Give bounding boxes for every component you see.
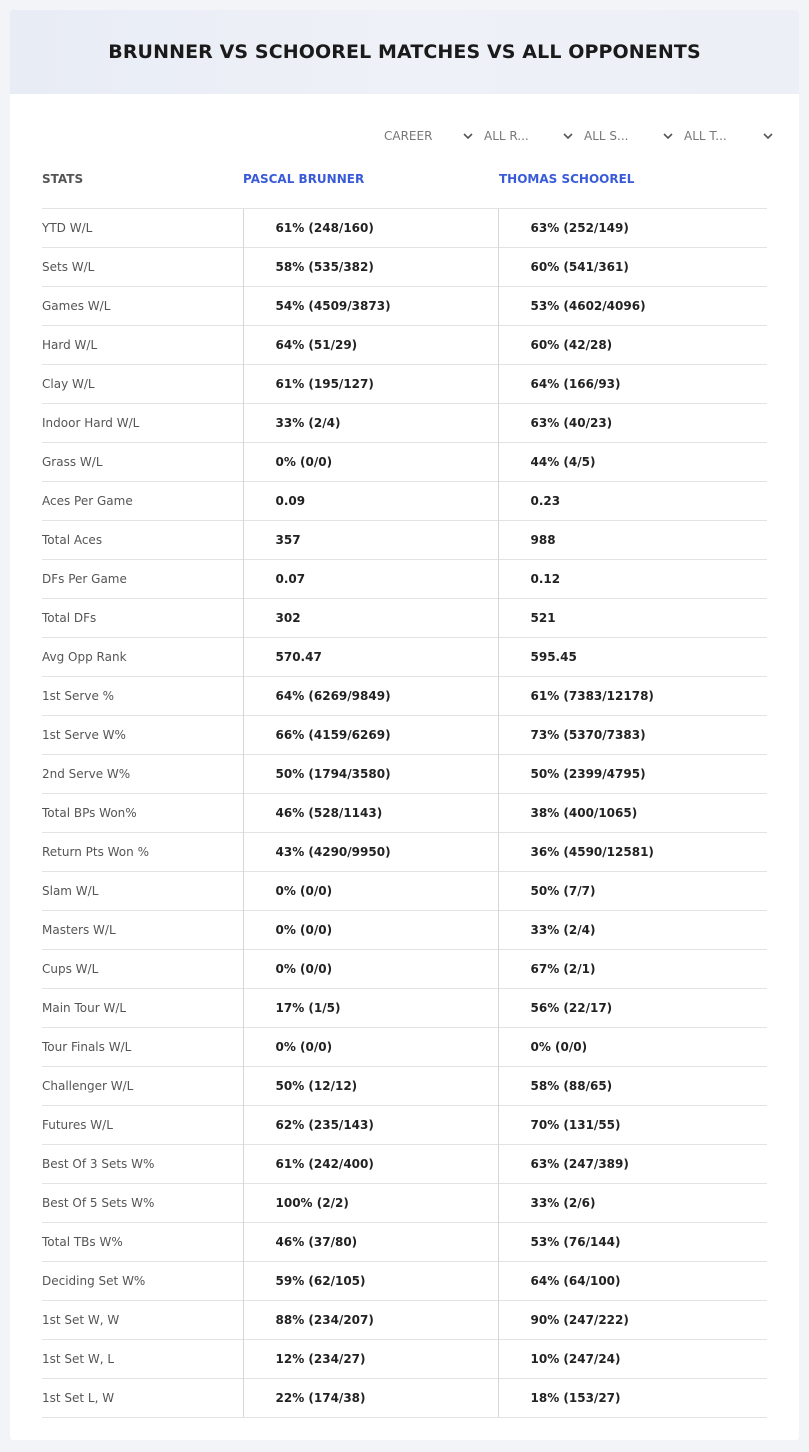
stats-column-header: STATS (42, 172, 84, 186)
player2-value: 56% (22/17) (498, 989, 767, 1028)
player2-value: 38% (400/1065) (498, 794, 767, 833)
player2-value: 0% (0/0) (498, 1028, 767, 1067)
table-row (42, 638, 767, 677)
page-header (10, 10, 799, 94)
player1-value: 61% (242/400) (243, 1145, 498, 1184)
filter-surface-dropdown[interactable] (583, 126, 683, 146)
stats-table (42, 208, 767, 1418)
table-row (42, 1067, 767, 1106)
table-row (42, 1145, 767, 1184)
stat-label: 1st Set W, W (42, 1301, 243, 1340)
player2-value: 64% (166/93) (498, 365, 767, 404)
player1-value: 61% (248/160) (243, 209, 498, 248)
stat-label: Total BPs Won% (42, 794, 243, 833)
stat-label: Masters W/L (42, 911, 243, 950)
stat-label: 1st Serve % (42, 677, 243, 716)
player2-value: 44% (4/5) (498, 443, 767, 482)
player2-value: 18% (153/27) (498, 1379, 767, 1418)
player2-value: 53% (76/144) (498, 1223, 767, 1262)
player2-value: 50% (2399/4795) (498, 755, 767, 794)
table-row (42, 365, 767, 404)
table-row (42, 1028, 767, 1067)
player2-value: 33% (2/6) (498, 1184, 767, 1223)
table-row (42, 716, 767, 755)
table-row (42, 1223, 767, 1262)
player2-value: 33% (2/4) (498, 911, 767, 950)
stat-label: Grass W/L (42, 443, 243, 482)
player1-value: 59% (62/105) (243, 1262, 498, 1301)
player2-column-header[interactable]: THOMAS SCHOOREL (499, 172, 635, 186)
table-row (42, 404, 767, 443)
player1-value: 50% (1794/3580) (243, 755, 498, 794)
player1-value: 33% (2/4) (243, 404, 498, 443)
player2-value: 60% (42/28) (498, 326, 767, 365)
player1-value: 62% (235/143) (243, 1106, 498, 1145)
player1-value: 43% (4290/9950) (243, 833, 498, 872)
player1-value: 58% (535/382) (243, 248, 498, 287)
player2-value: 10% (247/24) (498, 1340, 767, 1379)
filter-surface-label: ALL S... (584, 129, 629, 143)
stat-label: Indoor Hard W/L (42, 404, 243, 443)
player1-value: 64% (6269/9849) (243, 677, 498, 716)
stat-label: DFs Per Game (42, 560, 243, 599)
table-row (42, 248, 767, 287)
player1-value: 50% (12/12) (243, 1067, 498, 1106)
stats-card (10, 10, 799, 1440)
player1-value: 54% (4509/3873) (243, 287, 498, 326)
table-row (42, 794, 767, 833)
table-row (42, 326, 767, 365)
player2-value: 0.23 (498, 482, 767, 521)
table-row (42, 833, 767, 872)
player2-value: 53% (4602/4096) (498, 287, 767, 326)
table-row (42, 872, 767, 911)
stat-label: Main Tour W/L (42, 989, 243, 1028)
player2-value: 63% (252/149) (498, 209, 767, 248)
player1-value: 0% (0/0) (243, 872, 498, 911)
table-row (42, 1379, 767, 1418)
stat-label: 1st Set L, W (42, 1379, 243, 1418)
table-row (42, 521, 767, 560)
page-title: BRUNNER VS SCHOOREL MATCHES VS ALL OPPONENTS (108, 41, 701, 63)
player2-value: 595.45 (498, 638, 767, 677)
stat-label: Return Pts Won % (42, 833, 243, 872)
stat-label: Hard W/L (42, 326, 243, 365)
table-row (42, 1262, 767, 1301)
stat-label: Best Of 5 Sets W% (42, 1184, 243, 1223)
table-row (42, 911, 767, 950)
stat-label: Tour Finals W/L (42, 1028, 243, 1067)
player2-value: 61% (7383/12178) (498, 677, 767, 716)
player1-value: 46% (37/80) (243, 1223, 498, 1262)
player1-value: 46% (528/1143) (243, 794, 498, 833)
player2-value: 58% (88/65) (498, 1067, 767, 1106)
player1-value: 0.09 (243, 482, 498, 521)
chevron-down-icon (563, 133, 573, 140)
filter-round-dropdown[interactable] (483, 126, 583, 146)
player2-value: 67% (2/1) (498, 950, 767, 989)
player1-value: 64% (51/29) (243, 326, 498, 365)
stat-label: Clay W/L (42, 365, 243, 404)
filter-period-dropdown[interactable] (383, 126, 483, 146)
player1-value: 0% (0/0) (243, 1028, 498, 1067)
player1-value: 0% (0/0) (243, 950, 498, 989)
player2-value: 64% (64/100) (498, 1262, 767, 1301)
player1-value: 17% (1/5) (243, 989, 498, 1028)
player1-value: 12% (234/27) (243, 1340, 498, 1379)
stat-label: Total DFs (42, 599, 243, 638)
table-row (42, 677, 767, 716)
stat-label: YTD W/L (42, 209, 243, 248)
stat-label: Games W/L (42, 287, 243, 326)
filter-tournament-dropdown[interactable] (683, 126, 783, 146)
player2-value: 63% (247/389) (498, 1145, 767, 1184)
player1-value: 570.47 (243, 638, 498, 677)
chevron-down-icon (663, 133, 673, 140)
player1-value: 0% (0/0) (243, 911, 498, 950)
stat-label: Challenger W/L (42, 1067, 243, 1106)
stat-label: Sets W/L (42, 248, 243, 287)
table-row (42, 599, 767, 638)
stat-label: Cups W/L (42, 950, 243, 989)
table-row (42, 209, 767, 248)
player1-column-header[interactable]: PASCAL BRUNNER (243, 172, 365, 186)
stat-label: Deciding Set W% (42, 1262, 243, 1301)
filter-period-label: CAREER (384, 129, 433, 143)
chevron-down-icon (763, 133, 773, 140)
table-row (42, 287, 767, 326)
player2-value: 0.12 (498, 560, 767, 599)
stat-label: Futures W/L (42, 1106, 243, 1145)
player1-value: 66% (4159/6269) (243, 716, 498, 755)
player1-value: 302 (243, 599, 498, 638)
player2-value: 90% (247/222) (498, 1301, 767, 1340)
table-row (42, 1301, 767, 1340)
filter-round-label: ALL R... (484, 129, 529, 143)
table-row (42, 1106, 767, 1145)
stat-label: Slam W/L (42, 872, 243, 911)
stat-label: 2nd Serve W% (42, 755, 243, 794)
player1-value: 0% (0/0) (243, 443, 498, 482)
stat-label: 1st Serve W% (42, 716, 243, 755)
stat-label: 1st Set W, L (42, 1340, 243, 1379)
filter-bar (383, 126, 783, 146)
table-row (42, 1184, 767, 1223)
stat-label: Avg Opp Rank (42, 638, 243, 677)
player2-value: 63% (40/23) (498, 404, 767, 443)
table-row (42, 989, 767, 1028)
player2-value: 988 (498, 521, 767, 560)
player1-value: 357 (243, 521, 498, 560)
table-row (42, 1340, 767, 1379)
stat-label: Total TBs W% (42, 1223, 243, 1262)
player1-value: 100% (2/2) (243, 1184, 498, 1223)
stat-label: Total Aces (42, 521, 243, 560)
table-row (42, 443, 767, 482)
player2-value: 73% (5370/7383) (498, 716, 767, 755)
player2-value: 70% (131/55) (498, 1106, 767, 1145)
table-row (42, 482, 767, 521)
table-row (42, 950, 767, 989)
player2-value: 50% (7/7) (498, 872, 767, 911)
player2-value: 60% (541/361) (498, 248, 767, 287)
chevron-down-icon (463, 133, 473, 140)
stat-label: Best Of 3 Sets W% (42, 1145, 243, 1184)
player1-value: 0.07 (243, 560, 498, 599)
stat-label: Aces Per Game (42, 482, 243, 521)
filter-tournament-label: ALL T... (684, 129, 727, 143)
table-row (42, 755, 767, 794)
player1-value: 88% (234/207) (243, 1301, 498, 1340)
player1-value: 22% (174/38) (243, 1379, 498, 1418)
player2-value: 36% (4590/12581) (498, 833, 767, 872)
player2-value: 521 (498, 599, 767, 638)
player1-value: 61% (195/127) (243, 365, 498, 404)
table-row (42, 560, 767, 599)
